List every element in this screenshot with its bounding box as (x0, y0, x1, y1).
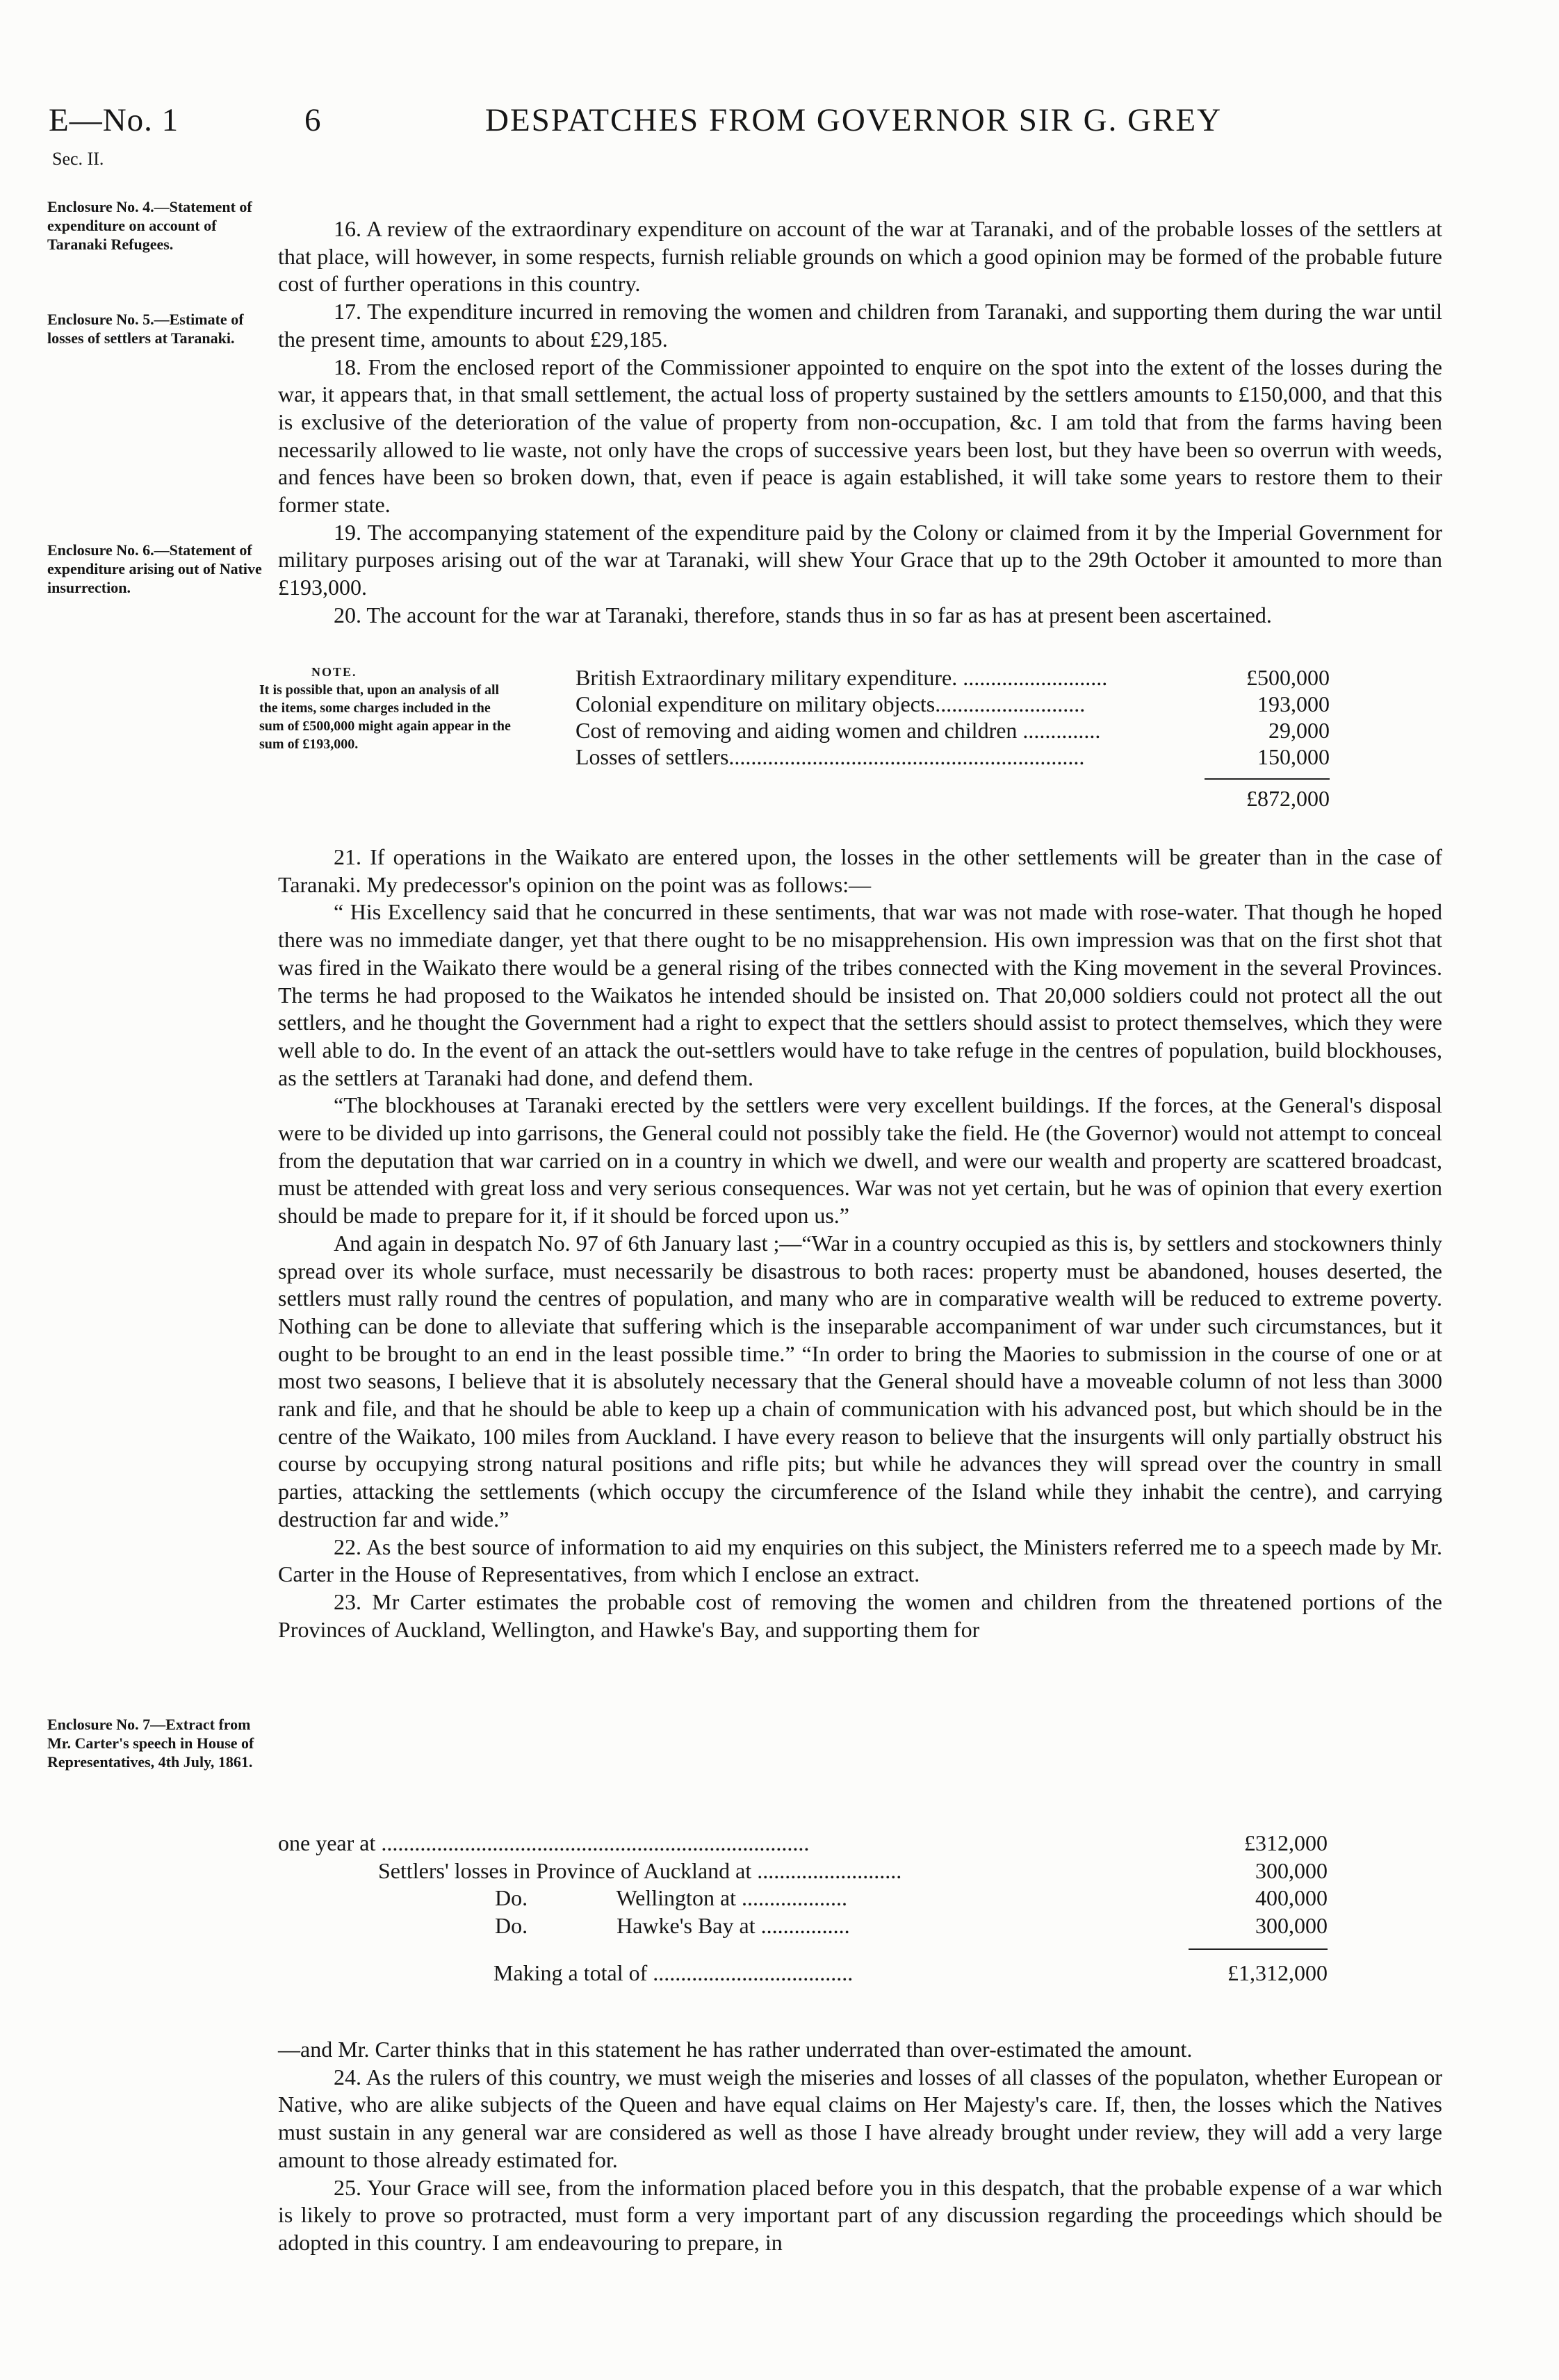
taranaki-account-table (576, 664, 1330, 812)
page-header (49, 101, 1515, 150)
table-row: Losses of settlers................................................................ 150,000 (576, 744, 1330, 769)
paragraph-20: 20. The account for the war at Taranaki, therefore, stands thus in so far as has at present been ascertained. (334, 602, 1272, 627)
body-block-middle (278, 844, 1442, 1643)
page-number: 6 (304, 102, 321, 138)
account-footnote (259, 663, 516, 753)
total-rule (1205, 778, 1330, 780)
quote-paragraph-1: “ His Excellency said that he concurred in these sentiments, that war was not made with rose-water. That though he hoped there was no immediate danger, yet that there ought to be no misapprehension. His own impression was that on the first shot that was fired in the Waikato there would be a general rising of the tribes connected with the King movement in the several Provinces. The terms he had proposed to the Waikatos he intended should be insisted on. That 20,000 soldiers could not protect all the out settlers, and he thought the Government had a right to expect that the settlers should assist to protect themselves, which they were well able to do. In the event of an attack the out-settlers would have to take refuge in the centres of population, build blockhouses, as the settlers at Taranaki had done, and defend them. (278, 899, 1442, 1090)
document-code: E—No. 1 (49, 102, 179, 138)
body-block-top (278, 215, 1442, 630)
section-label: Sec. II. (52, 149, 104, 169)
paragraph-23: 23. Mr Carter estimates the probable cost of removing the women and children from the threatened portions of the Provinces of Auckland, Wellington, and Hawke's Bay, and supporting them for (278, 1589, 1442, 1642)
total-rule (1189, 1948, 1328, 1950)
margin-note-enclosure-6: Enclosure No. 6.—Statement of expenditure arising out of Native insurrection. (47, 541, 262, 596)
paragraph-22: 22. As the best source of information to aid my enquiries on this subject, the Ministers referred me to a speech made by Mr. Carter in the House of Representatives, from which I enclose an extract. (278, 1534, 1442, 1587)
account-total: £872,000 (1246, 786, 1330, 811)
table-row: Settlers' losses in Province of Auckland at .......................... 300,000 (278, 1857, 1328, 1883)
paragraph-17: 17. The expenditure incurred in removing the women and children from Taranaki, and supporting them during the war until the present time, amounts to about £29,185. (278, 299, 1442, 352)
paragraph-16: 16. A review of the extraordinary expenditure on account of the war at Taranaki, and of the probable losses of the settlers at that place, will however, in some respects, furnish reliable grounds on which a good opinion may be formed of the probable future cost of further operations in this country. (278, 216, 1442, 297)
table-row: Colonial expenditure on military objects........................... 193,000 (576, 691, 1330, 716)
paragraph-18: 18. From the enclosed report of the Commissioner appointed to enquire on the spot into the extent of the losses during the war, it appears that, in that small settlement, the actual loss of property sustained by the settlers amounts to £150,000, and that this is exclusive of the deterioration of the value of property from non-occupation, &c. I am told that from the farms having been necessarily allowed to lie waste, not only have the crops of successive years been lost, but they have been so overrun with weeds, and fences have been so broken down, that, even if peace is again established, it will take some years to restore them to their former state. (278, 354, 1442, 518)
footnote-heading: NOTE. (311, 665, 357, 679)
paragraph-25: 25. Your Grace will see, from the information placed before you in this despatch, that the probable expense of a war which is likely to prove so protracted, must form a very important part of any discussion regarding the proceedings which should be adopted in this country. I am endeavouring to prepare, in (278, 2174, 1442, 2255)
quote-paragraph-2: “The blockhouses at Taranaki erected by the settlers were very excellent buildings. If the forces, at the General's disposal were to be divided up into garrisons, the General could not possibly take the field. He (the Governor) would not attempt to conceal from the deputation that war carried on in a country in which we dwell, and were our wealth and property are scattered broadcast, must be attended with great loss and very serious consequences. War was not yet certain, but he was of opinion that every exertion should be made to prepare for it, if it should be forced upon us.” (278, 1092, 1442, 1229)
margin-note-enclosure-7: Enclosure No. 7—Extract from Mr. Carter's speech in House of Representatives, 4th July, 1861. (47, 1716, 254, 1771)
table-row: Do. Hawke's Bay at ................ 300,000 (278, 1913, 1328, 1939)
table-row: British Extraordinary military expenditure. .......................... £500,000 (576, 665, 1330, 690)
body-block-bottom (278, 2036, 1442, 2257)
running-title: DESPATCHES FROM GOVERNOR SIR G. GREY (485, 102, 1223, 138)
paragraph-23-continuation: —and Mr. Carter thinks that in this statement he has rather underrated than over-estimated the amount. (278, 2037, 1193, 2062)
table-row: one year at ............................................................................. £312,000 (278, 1830, 1328, 1855)
footnote-text: It is possible that, upon an analysis of all the items, some charges included in the sum of £500,000 might again appear in the sum of £193,000. (259, 682, 511, 752)
table-row: Do. Wellington at ................... 400,000 (278, 1885, 1328, 1911)
carter-estimate-table (278, 1830, 1328, 1987)
table-row: Cost of removing and aiding women and children .............. 29,000 (576, 718, 1330, 743)
paragraph-19: 19. The accompanying statement of the expenditure paid by the Colony or claimed from it by the Imperial Government for military purposes arising out of the war at Taranaki, will shew Your Grace that up to the 29th October it amounted to more than £193,000. (278, 519, 1442, 600)
paragraph-21: 21. If operations in the Waikato are entered upon, the losses in the other settlements will be greater than in the case of Taranaki. My predecessor's opinion on the point was as follows:— (278, 844, 1442, 897)
margin-note-enclosure-4: Enclosure No. 4.—Statement of expenditure on account of Taranaki Refugees. (47, 198, 252, 253)
quote-paragraph-3: And again in despatch No. 97 of 6th January last ;—“War in a country occupied as this is, by settlers and stockowners thinly spread over its whole surface, must necessarily be disastrous to both races: property must be abandoned, houses deserted, the settlers must rally round the centres of population, and many who are in comparative wealth will be reduced to extreme poverty. Nothing can be done to alleviate that suffering which is the inseparable accompaniment of war under such circumstances, but it ought to be brought to an end in the least possible time.” “In order to bring the Maories to submission in the course of one or at most two seasons, I believe that it is absolutely necessary that the General should have a moveable column of not less than 3000 rank and file, and that he should be able to keep up a chain of communication with his advanced post, but which should be in the centre of the Waikato, 100 miles from Auckland. I have every reason to believe that the insurgents will only partially obstruct his course by occupying strong natural positions and rifle pits; but while he advances they will spread over the country in small parties, attacking the settlements (which occupy the circumference of the Island while they inhabit the centre), and carrying destruction far and wide.” (278, 1230, 1442, 1532)
margin-note-enclosure-5: Enclosure No. 5.—Estimate of losses of settlers at Taranaki. (47, 311, 244, 347)
paragraph-24: 24. As the rulers of this country, we must weigh the miseries and losses of all classes of the populaton, whether European or Native, who are alike subjects of the Queen and have equal claims on Her Majesty's care. If, then, the losses which the Natives must sustain in any general war are considered as well as those I have already brought under review, they will add a very large amount to those already estimated for. (278, 2064, 1442, 2172)
table-total-row: Making a total of .................................... £1,312,000 (493, 1960, 1328, 1985)
